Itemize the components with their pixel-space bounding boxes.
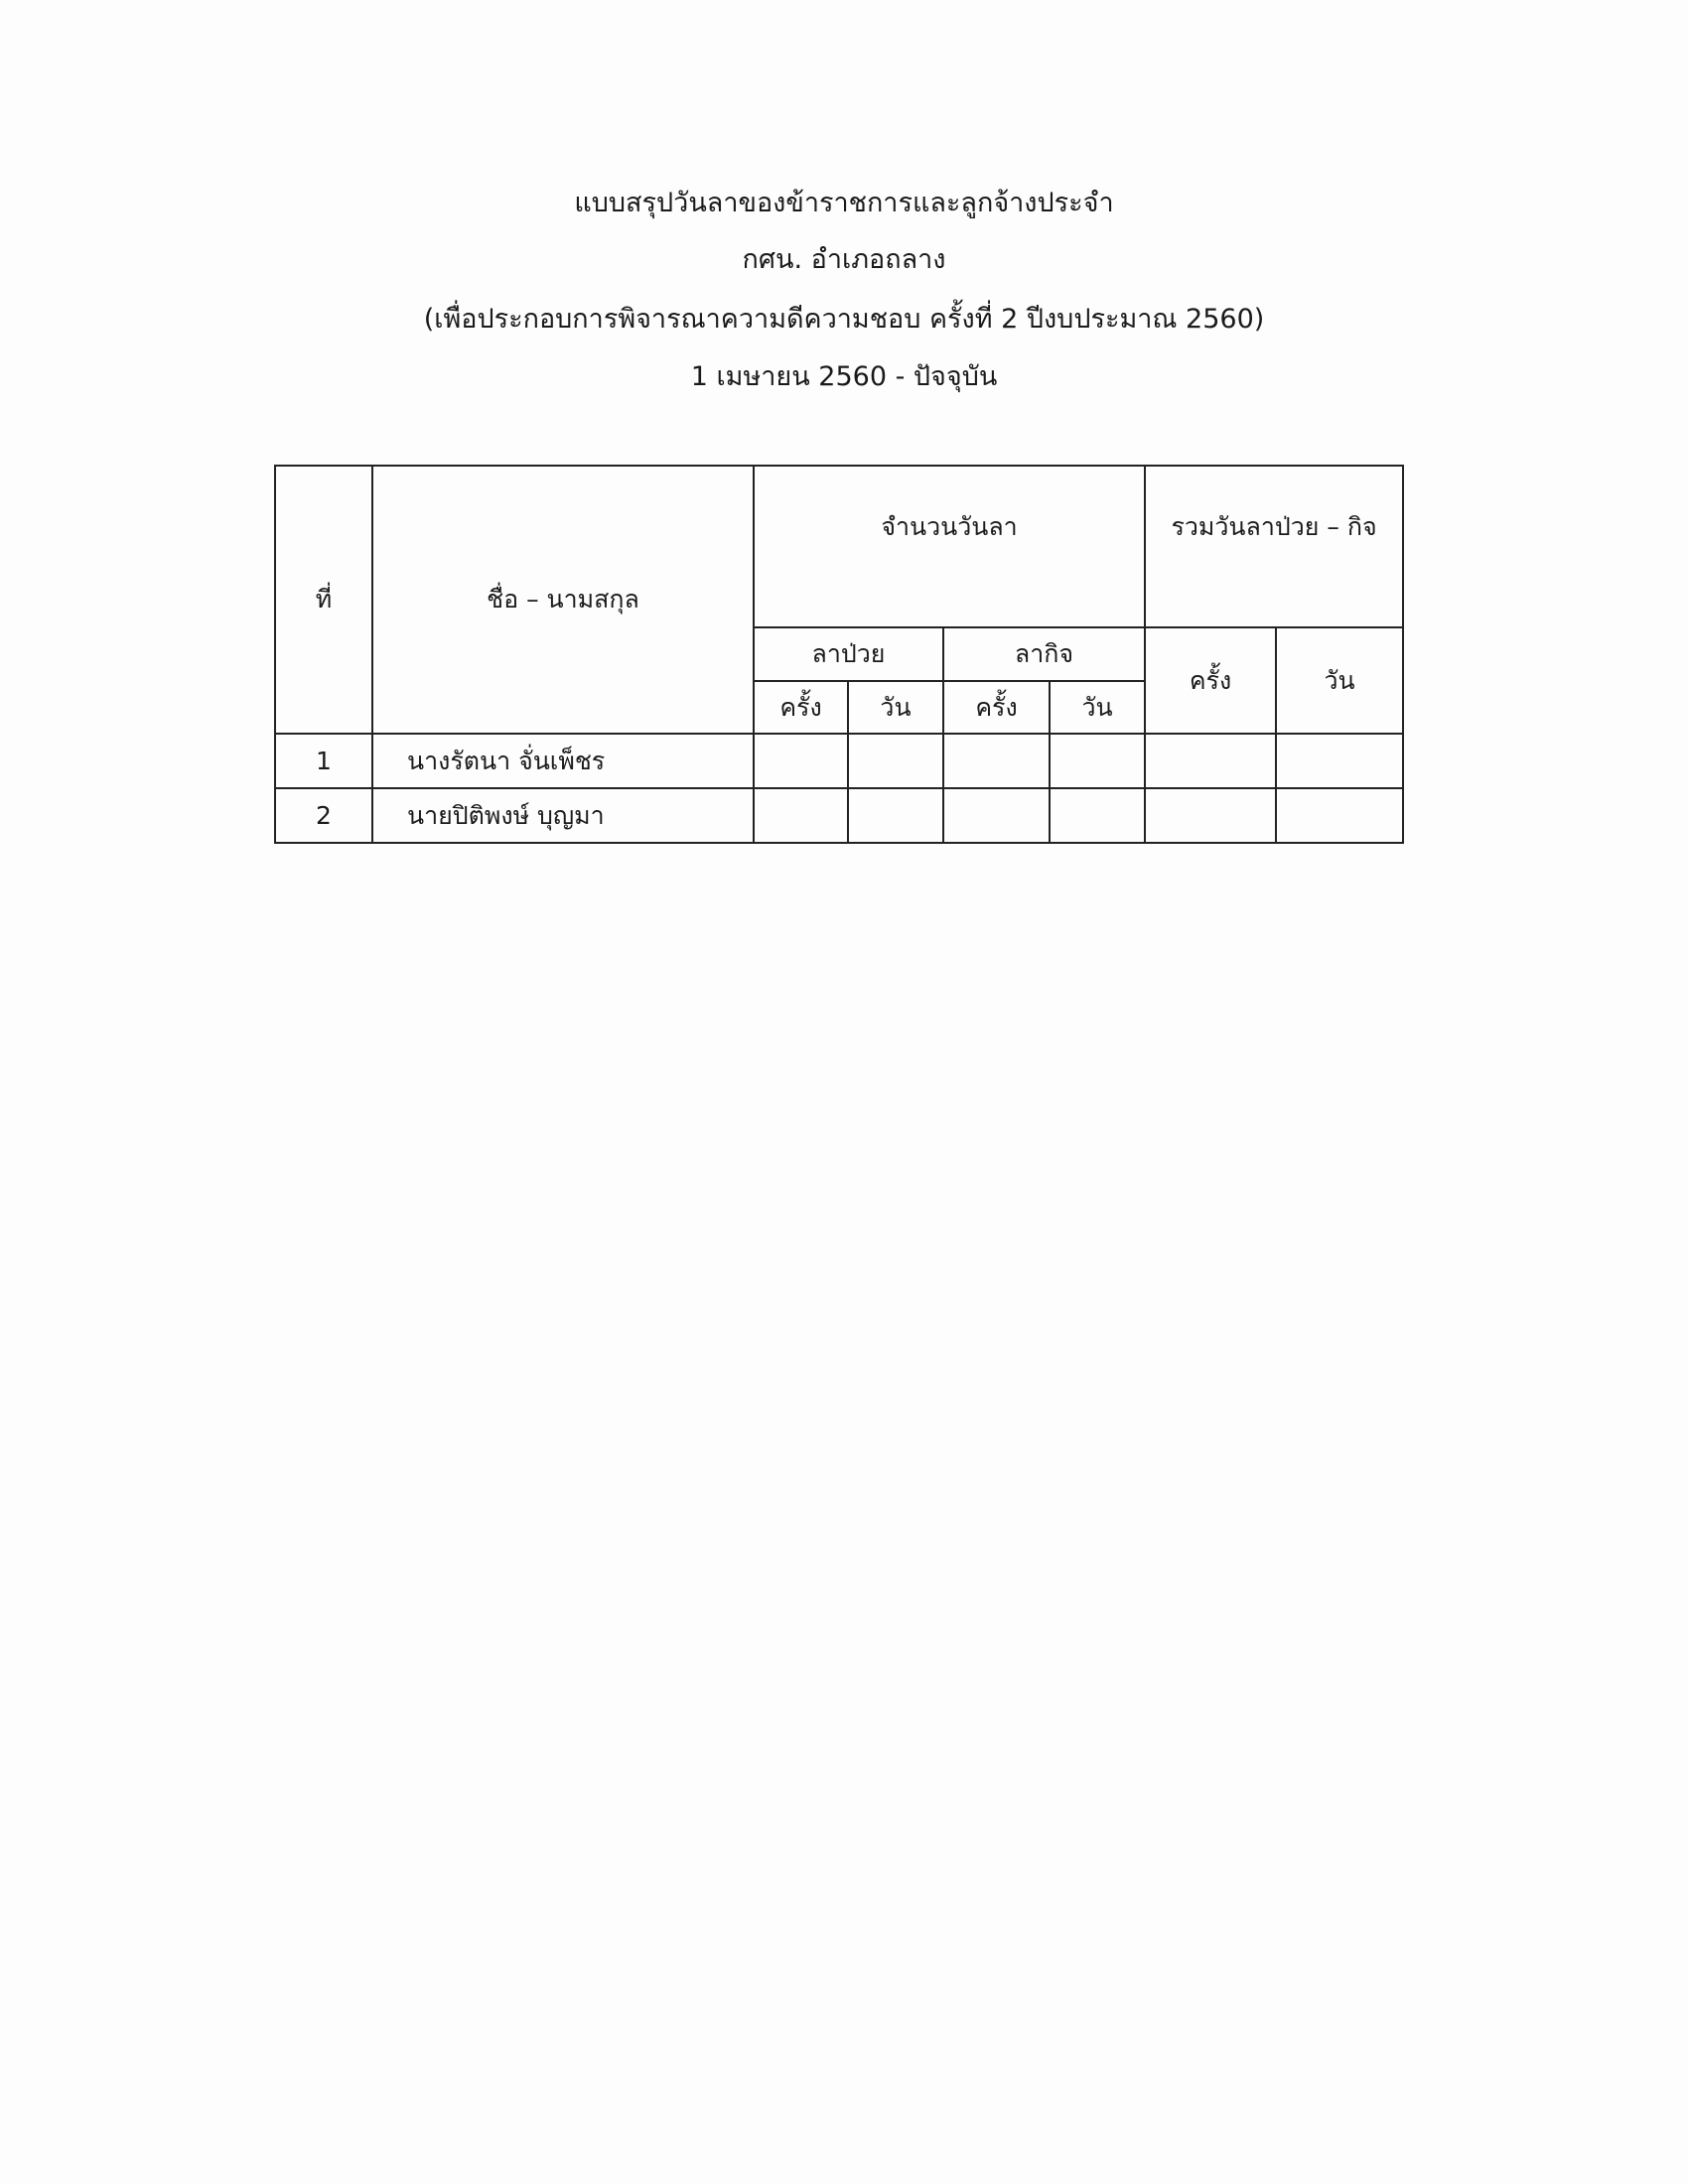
header-total-days: วัน bbox=[1276, 627, 1403, 734]
row-sick-times bbox=[754, 734, 848, 788]
row-no: 1 bbox=[275, 734, 372, 788]
row-sick-days bbox=[848, 788, 943, 843]
header-name: ชื่อ – นามสกุล bbox=[372, 466, 754, 734]
period-line: 1 เมษายน 2560 - ปัจจุบัน bbox=[690, 361, 998, 392]
office-name: กศน. อำเภอถลาง bbox=[742, 244, 946, 275]
document-title: แบบสรุปวันลาของข้าราชการและลูกจ้างประจำ bbox=[574, 188, 1114, 218]
header-leave-days: จำนวนวันลา bbox=[754, 466, 1145, 627]
row-personal-times bbox=[943, 788, 1050, 843]
row-personal-times bbox=[943, 734, 1050, 788]
header-total: รวมวันลาป่วย – กิจ bbox=[1145, 466, 1403, 627]
row-total-times bbox=[1145, 788, 1276, 843]
header-total-times: ครั้ง bbox=[1145, 627, 1276, 734]
leave-summary-table bbox=[274, 465, 1404, 844]
header-personal-days: วัน bbox=[1050, 681, 1145, 734]
row-total-days bbox=[1276, 788, 1403, 843]
row-name: นางรัตนา จั่นเพ็ชร bbox=[372, 734, 754, 788]
table-row bbox=[275, 788, 1403, 843]
header-sick-days: วัน bbox=[848, 681, 943, 734]
row-no: 2 bbox=[275, 788, 372, 843]
header-personal-leave: ลากิจ bbox=[943, 627, 1145, 681]
purpose-line: (เพื่อประกอบการพิจารณาความดีความชอบ ครั้งที่ 2 ปีงบประมาณ 2560) bbox=[423, 304, 1265, 335]
row-sick-days bbox=[848, 734, 943, 788]
row-name: นายปิติพงษ์ บุญมา bbox=[372, 788, 754, 843]
row-total-times bbox=[1145, 734, 1276, 788]
row-personal-days bbox=[1050, 734, 1145, 788]
row-total-days bbox=[1276, 734, 1403, 788]
header-sick-times: ครั้ง bbox=[754, 681, 848, 734]
header-personal-times: ครั้ง bbox=[943, 681, 1050, 734]
header-sick-leave: ลาป่วย bbox=[754, 627, 943, 681]
header-no: ที่ bbox=[275, 466, 372, 734]
row-sick-times bbox=[754, 788, 848, 843]
table-row bbox=[275, 734, 1403, 788]
row-personal-days bbox=[1050, 788, 1145, 843]
